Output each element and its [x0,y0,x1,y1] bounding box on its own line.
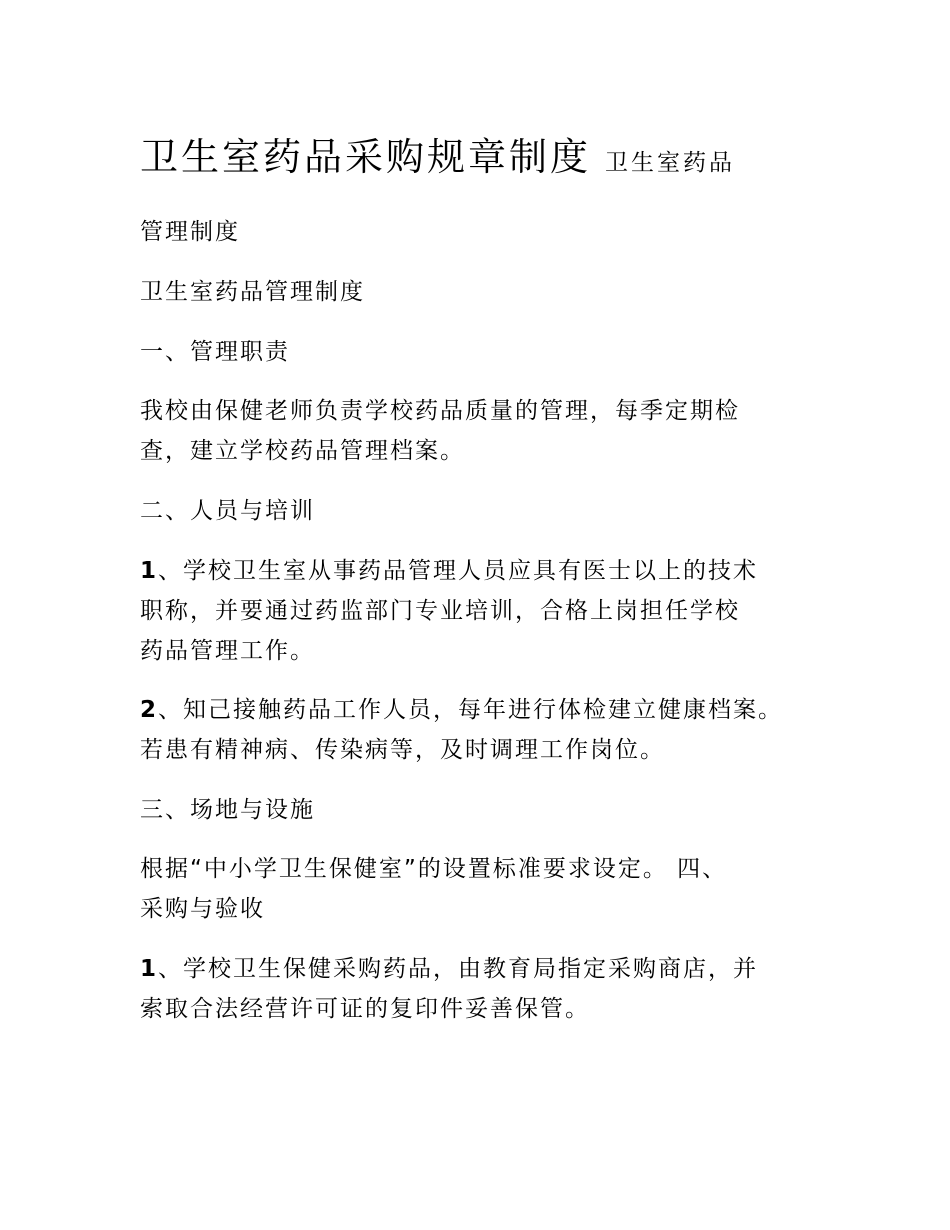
title-main: 卫生室药品采购规章制度 [140,135,592,179]
section-heading-3: 三、场地与设施 [140,797,315,823]
title-continuation: 管理制度 [140,219,240,245]
item-text: 、学校卫生室从事药品管理人员应具有医士以上的技术 [158,558,759,584]
title-sub: 卫生室药品 [605,150,736,176]
section-heading-2: 二、人员与培训 [140,498,315,524]
item-number: 1 [140,558,159,584]
item-text: 、学校卫生保健采购药品，由教育局指定采购商店，并 [158,956,759,982]
document-subtitle: 卫生室药品管理制度 [140,279,365,305]
paragraph-line: 根据“中小学卫生保健室”的设置标准要求设定。 四、 [140,856,728,882]
section-heading-1: 一、管理职责 [140,339,290,365]
list-item-line: 药品管理工作。 [140,638,315,664]
list-item-line [140,954,758,984]
paragraph-line: 采购与验收 [140,896,265,922]
list-item-line: 若患有精神病、传染病等，及时调理工作岗位。 [140,737,665,763]
list-item-line [140,556,758,586]
item-number: 1 [140,956,159,982]
list-item-line [140,695,783,725]
paragraph-line: 查，建立学校药品管理档案。 [140,438,465,464]
document-title [140,132,735,182]
item-text: 、知己接触药品工作人员，每年进行体检建立健康档案。 [158,697,784,723]
paragraph-line: 我校由保健老师负责学校药品质量的管理，每季定期检 [140,398,740,424]
list-item-line: 职称，并要通过药监部门专业培训，合格上岗担任学校 [140,598,740,624]
list-item-line: 索取合法经营许可证的复印件妥善保管。 [140,996,590,1022]
item-number: 2 [140,697,159,723]
